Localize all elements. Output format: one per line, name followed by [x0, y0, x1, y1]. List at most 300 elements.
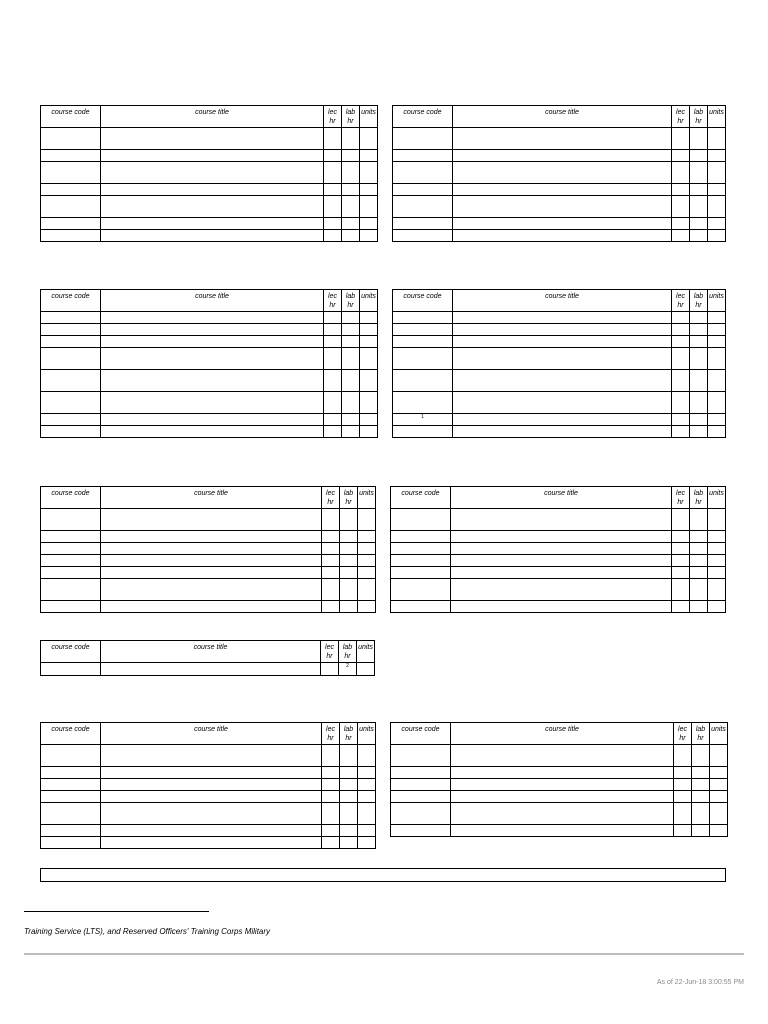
units-cell [360, 196, 378, 218]
lab-cell [690, 555, 708, 567]
course-title-cell [101, 779, 322, 791]
course-title-header: course title [453, 290, 672, 312]
course-title-cell [453, 184, 672, 196]
course-code-cell [391, 779, 451, 791]
course-code-cell [393, 162, 453, 184]
lab-cell [690, 196, 708, 218]
table-row [41, 767, 376, 779]
table-header-row [41, 487, 376, 509]
lab-cell [342, 336, 360, 348]
table-row [393, 414, 726, 426]
units-header: units [357, 641, 375, 663]
course-title-cell [101, 128, 324, 150]
units-cell [708, 336, 726, 348]
lec-hr-header: lec hr [324, 106, 342, 128]
units-header: units [360, 290, 378, 312]
units-cell [708, 162, 726, 184]
course-code-cell [41, 348, 101, 370]
lec-cell [674, 791, 692, 803]
lab-cell [340, 745, 358, 767]
course-code-cell [391, 745, 451, 767]
course-code-cell [393, 392, 453, 414]
table-header-row [41, 290, 378, 312]
lec-cell [322, 567, 340, 579]
table-row [393, 348, 726, 370]
lab-cell [342, 184, 360, 196]
table-row [393, 426, 726, 438]
units-cell [358, 837, 376, 849]
course-title-cell [101, 745, 322, 767]
lab-cell [692, 791, 710, 803]
units-cell [360, 392, 378, 414]
table-row [41, 745, 376, 767]
course-code-cell [41, 767, 101, 779]
course-code-header: course code [41, 290, 101, 312]
course-code-cell [41, 531, 101, 543]
lab-cell [692, 745, 710, 767]
lab-cell [340, 837, 358, 849]
lec-cell [322, 555, 340, 567]
lab-hr-header: lab hr [340, 723, 358, 745]
table-row [41, 162, 378, 184]
units-cell [358, 555, 376, 567]
table-row [41, 663, 375, 676]
table-row [41, 779, 376, 791]
course-code-cell [391, 543, 451, 555]
units-cell [708, 531, 726, 543]
units-cell [360, 150, 378, 162]
units-cell [710, 745, 728, 767]
lec-cell [672, 555, 690, 567]
course-code-cell [41, 745, 101, 767]
table-header-row [41, 106, 378, 128]
units-cell [708, 414, 726, 426]
lec-hr-header: lec hr [322, 723, 340, 745]
lab-cell [340, 803, 358, 825]
lec-cell [674, 745, 692, 767]
course-title-cell [101, 336, 324, 348]
lec-cell [672, 426, 690, 438]
lab-cell [342, 324, 360, 336]
course-code-header: course code [41, 106, 101, 128]
lec-cell [324, 184, 342, 196]
units-cell [708, 567, 726, 579]
course-code-header: course code [41, 641, 101, 663]
course-code-header: course code [391, 723, 451, 745]
lec-cell [672, 150, 690, 162]
course-code-cell [393, 414, 453, 426]
lab-cell [340, 567, 358, 579]
table-row [393, 150, 726, 162]
course-title-cell [101, 312, 324, 324]
course-title-header: course title [101, 487, 322, 509]
course-code-cell [393, 336, 453, 348]
lec-cell [324, 196, 342, 218]
course-code-cell [391, 791, 451, 803]
course-code-cell [41, 150, 101, 162]
course-title-cell [101, 803, 322, 825]
units-cell [360, 128, 378, 150]
lec-cell [672, 543, 690, 555]
units-cell [360, 336, 378, 348]
course-title-cell [453, 312, 672, 324]
units-cell [358, 567, 376, 579]
course-title-header: course title [451, 487, 672, 509]
lab-cell [690, 230, 708, 242]
course-code-cell [393, 230, 453, 242]
lab-cell [340, 779, 358, 791]
table-row [391, 555, 726, 567]
lab-hr-header: lab hr [340, 487, 358, 509]
course-table-7 [40, 640, 375, 676]
lab-cell [340, 825, 358, 837]
table-row [41, 531, 376, 543]
units-cell [710, 791, 728, 803]
grand-total-box [40, 868, 726, 882]
lec-cell [322, 791, 340, 803]
table-row [41, 184, 378, 196]
table-row [393, 392, 726, 414]
table-row [393, 336, 726, 348]
course-code-cell [393, 218, 453, 230]
lab-cell [340, 579, 358, 601]
course-title-cell [101, 162, 324, 184]
course-title-cell [101, 663, 321, 676]
units-header: units [360, 106, 378, 128]
course-code-cell [41, 324, 101, 336]
units-cell [360, 162, 378, 184]
lab-cell [342, 218, 360, 230]
course-title-cell [101, 426, 324, 438]
units-cell [358, 803, 376, 825]
table-row [393, 162, 726, 184]
course-title-cell [101, 791, 322, 803]
lec-cell [672, 601, 690, 613]
units-cell [708, 324, 726, 336]
lab-cell [690, 218, 708, 230]
course-table-8 [40, 722, 376, 849]
course-code-cell [391, 601, 451, 613]
units-cell [708, 555, 726, 567]
units-cell [360, 348, 378, 370]
lec-cell [322, 745, 340, 767]
lab-cell [690, 162, 708, 184]
course-title-cell [453, 150, 672, 162]
course-table-3 [40, 289, 378, 438]
table-row [391, 531, 726, 543]
lab-hr-header: lab hr [342, 290, 360, 312]
lec-cell [672, 128, 690, 150]
table-header-row [393, 290, 726, 312]
units-header: units [358, 723, 376, 745]
lab-cell [690, 336, 708, 348]
units-header: units [708, 290, 726, 312]
course-title-cell [453, 426, 672, 438]
course-title-cell [451, 509, 672, 531]
lab-cell [692, 767, 710, 779]
lab-cell [340, 543, 358, 555]
units-header: units [708, 106, 726, 128]
table-row [41, 196, 378, 218]
lab-cell [690, 128, 708, 150]
lab-cell [690, 531, 708, 543]
units-header: units [358, 487, 376, 509]
table-row [391, 601, 726, 613]
table-row [391, 509, 726, 531]
course-code-cell [41, 825, 101, 837]
table-row [41, 791, 376, 803]
lab-cell [342, 196, 360, 218]
lab-hr-header: lab hr [692, 723, 710, 745]
course-code-cell [393, 196, 453, 218]
course-code-cell [41, 336, 101, 348]
lec-cell [322, 779, 340, 791]
lab-cell [342, 348, 360, 370]
course-title-cell [451, 791, 674, 803]
table-row [391, 579, 726, 601]
units-cell [360, 426, 378, 438]
lab-cell [342, 414, 360, 426]
table-header-row [41, 723, 376, 745]
course-code-cell [41, 392, 101, 414]
units-header: units [708, 487, 726, 509]
table-row [393, 128, 726, 150]
lec-hr-header: lec hr [672, 487, 690, 509]
course-title-cell [453, 128, 672, 150]
lab-cell [690, 348, 708, 370]
course-code-cell [41, 414, 101, 426]
lab-cell [690, 567, 708, 579]
units-cell [360, 230, 378, 242]
units-cell [360, 184, 378, 196]
lab-cell [342, 150, 360, 162]
course-title-cell [101, 825, 322, 837]
table-row [41, 324, 378, 336]
course-title-cell [453, 336, 672, 348]
table-row [41, 370, 378, 392]
lec-hr-header: lec hr [324, 290, 342, 312]
course-title-cell [101, 230, 324, 242]
lec-cell [324, 162, 342, 184]
units-cell [710, 825, 728, 837]
units-cell [360, 312, 378, 324]
lab-cell [340, 509, 358, 531]
course-code-cell [393, 150, 453, 162]
units-cell [360, 370, 378, 392]
course-title-cell [101, 601, 322, 613]
course-code-cell [41, 779, 101, 791]
table-row [41, 336, 378, 348]
lab-cell [340, 767, 358, 779]
table-row [393, 324, 726, 336]
lab-cell [690, 579, 708, 601]
course-title-cell [101, 567, 322, 579]
lec-cell [324, 414, 342, 426]
table-row [393, 184, 726, 196]
units-cell [710, 803, 728, 825]
lec-cell [324, 312, 342, 324]
table-header-row [391, 487, 726, 509]
course-title-cell [101, 543, 322, 555]
lab-cell [690, 184, 708, 196]
lec-cell [322, 531, 340, 543]
course-title-cell [101, 392, 324, 414]
units-cell [358, 543, 376, 555]
course-code-cell [391, 825, 451, 837]
lab-cell [339, 663, 357, 676]
course-title-cell [453, 218, 672, 230]
course-title-cell [453, 196, 672, 218]
units-cell [708, 312, 726, 324]
lec-cell [672, 414, 690, 426]
table-row [391, 779, 728, 791]
table-row [391, 567, 726, 579]
table-row [41, 230, 378, 242]
table-row [393, 370, 726, 392]
lab-cell [690, 312, 708, 324]
units-cell [708, 128, 726, 150]
units-cell [708, 370, 726, 392]
course-code-cell [41, 218, 101, 230]
course-code-cell [41, 426, 101, 438]
course-table-1 [40, 105, 378, 242]
table-row [41, 579, 376, 601]
course-title-cell [453, 230, 672, 242]
table-row [41, 128, 378, 150]
course-title-cell [101, 324, 324, 336]
course-title-cell [101, 414, 324, 426]
lec-cell [322, 825, 340, 837]
lec-cell [672, 392, 690, 414]
course-title-cell [453, 392, 672, 414]
lab-cell [690, 392, 708, 414]
lec-cell [322, 803, 340, 825]
course-code-cell [393, 324, 453, 336]
units-cell [358, 745, 376, 767]
lec-cell [324, 392, 342, 414]
lec-cell [672, 348, 690, 370]
lec-cell [321, 663, 339, 676]
lec-cell [672, 162, 690, 184]
course-code-cell [41, 162, 101, 184]
lab-cell [690, 150, 708, 162]
course-title-cell [453, 324, 672, 336]
lec-cell [322, 837, 340, 849]
lab-cell [342, 392, 360, 414]
table-row [41, 509, 376, 531]
lec-cell [322, 579, 340, 601]
lab-cell [692, 803, 710, 825]
table-row [41, 555, 376, 567]
units-cell [708, 543, 726, 555]
course-code-cell [391, 555, 451, 567]
course-code-cell [393, 128, 453, 150]
table-row [41, 414, 378, 426]
course-table-9 [390, 722, 728, 837]
course-code-cell [41, 791, 101, 803]
units-cell [710, 779, 728, 791]
table-row [41, 426, 378, 438]
course-title-cell [451, 767, 674, 779]
table-row [41, 543, 376, 555]
course-code-cell [393, 312, 453, 324]
lab-cell [692, 779, 710, 791]
lec-hr-header: lec hr [322, 487, 340, 509]
course-code-cell [393, 426, 453, 438]
lab-cell [342, 426, 360, 438]
course-code-header: course code [393, 106, 453, 128]
units-cell [360, 218, 378, 230]
course-code-cell [391, 531, 451, 543]
lec-cell [324, 370, 342, 392]
course-code-cell [391, 567, 451, 579]
table-header-row [391, 723, 728, 745]
lab-cell [690, 601, 708, 613]
units-cell [360, 324, 378, 336]
course-code-header: course code [41, 487, 101, 509]
course-table-5 [40, 486, 376, 613]
lec-cell [322, 543, 340, 555]
lec-hr-header: lec hr [674, 723, 692, 745]
course-title-cell [101, 767, 322, 779]
footnote-text: Training Service (LTS), and Reserved Officers' Training Corps Military [24, 927, 271, 936]
course-code-cell [393, 370, 453, 392]
course-code-cell [41, 555, 101, 567]
course-code-cell [41, 370, 101, 392]
footnote-marker: 1 [421, 414, 424, 420]
table-row [41, 218, 378, 230]
lec-cell [674, 825, 692, 837]
lab-cell [342, 312, 360, 324]
units-cell [708, 218, 726, 230]
lab-cell [342, 162, 360, 184]
course-code-cell [393, 348, 453, 370]
lec-cell [674, 803, 692, 825]
course-title-cell [451, 779, 674, 791]
lab-cell [690, 324, 708, 336]
course-title-cell [101, 555, 322, 567]
course-code-cell [41, 128, 101, 150]
course-code-cell [41, 543, 101, 555]
course-title-cell [453, 370, 672, 392]
lec-cell [672, 230, 690, 242]
lec-cell [322, 601, 340, 613]
table-row [393, 218, 726, 230]
course-title-cell [101, 837, 322, 849]
course-title-cell [101, 218, 324, 230]
lec-cell [674, 767, 692, 779]
lab-cell [690, 543, 708, 555]
lab-cell [690, 509, 708, 531]
course-table-4 [392, 289, 726, 438]
course-code-header: course code [41, 723, 101, 745]
lab-cell [690, 426, 708, 438]
units-cell [358, 791, 376, 803]
lab-cell [342, 230, 360, 242]
lab-hr-header: lab hr [690, 487, 708, 509]
course-title-cell [101, 196, 324, 218]
lec-cell [672, 218, 690, 230]
table-row [41, 150, 378, 162]
table-row [393, 312, 726, 324]
course-code-cell [41, 230, 101, 242]
lec-cell [672, 184, 690, 196]
course-title-cell [101, 531, 322, 543]
lec-cell [672, 336, 690, 348]
course-title-header: course title [101, 723, 322, 745]
units-cell [708, 196, 726, 218]
lab-hr-header: lab hr [690, 106, 708, 128]
